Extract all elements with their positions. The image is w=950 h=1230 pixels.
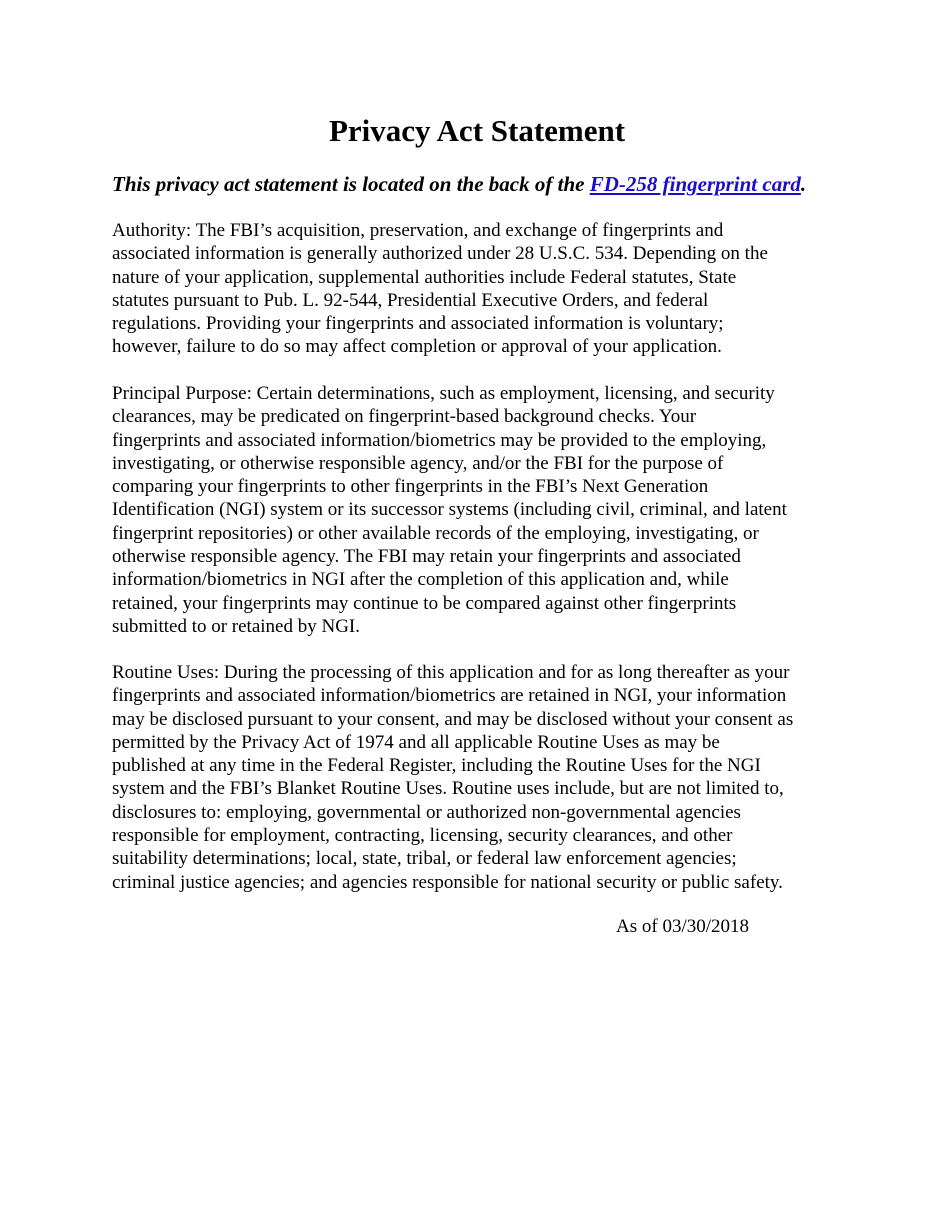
subtitle-prefix: This privacy act statement is located on the back of the <box>112 172 590 196</box>
paragraph-line: fingerprints and associated information/biometrics may be provided to the employing, <box>112 429 767 451</box>
subtitle-suffix: . <box>800 172 807 196</box>
paragraph-line: Principal Purpose: Certain determinations, such as employment, licensing, and security <box>112 383 775 404</box>
paragraph-line: disclosures to: employing, governmental or authorized non-governmental agencies <box>112 801 741 823</box>
paragraph-line: system and the FBI’s Blanket Routine Uses. Routine uses include, but are not limited to, <box>112 778 784 800</box>
paragraph-line: regulations. Providing your fingerprints and associated information is voluntary; <box>112 313 724 335</box>
paragraph-line: comparing your fingerprints to other fingerprints in the FBI’s Next Generation <box>112 476 709 498</box>
paragraph-line: statutes pursuant to Pub. L. 92-544, Presidential Executive Orders, and federal <box>112 289 709 311</box>
paragraph-line: permitted by the Privacy Act of 1974 and all applicable Routine Uses as may be <box>112 731 720 753</box>
paragraph-line: nature of your application, supplemental authorities include Federal statutes, State <box>112 266 737 288</box>
as-of-date: As of 03/30/2018 <box>616 916 749 937</box>
paragraph-line: associated information is generally authorized under 28 U.S.C. 534. Depending on the <box>112 243 768 265</box>
paragraph-line: information/biometrics in NGI after the completion of this application and, while <box>112 569 729 591</box>
paragraph-line: fingerprints and associated information/biometrics are retained in NGI, your information <box>112 685 787 707</box>
paragraph-line: fingerprint repositories) or other available records of the employing, investigating, or <box>112 522 759 544</box>
paragraph-line: Routine Uses: During the processing of this application and for as long thereafter as your <box>112 662 790 683</box>
paragraph-line: investigating, or otherwise responsible agency, and/or the FBI for the purpose of <box>112 452 724 474</box>
paragraph-line: submitted to or retained by NGI. <box>112 615 361 637</box>
page-title: Privacy Act Statement <box>328 113 626 148</box>
subtitle <box>112 170 806 198</box>
paragraph-line: however, failure to do so may affect completion or approval of your application. <box>112 336 722 358</box>
authority-paragraph <box>112 219 852 359</box>
paragraph-line: clearances, may be predicated on fingerprint-based background checks. Your <box>112 406 697 428</box>
principal-purpose-paragraph <box>112 382 852 638</box>
paragraph-line: Identification (NGI) system or its successor systems (including civil, criminal, and latent <box>112 499 787 521</box>
fd-258-card-link[interactable]: FD-258 fingerprint card <box>589 172 801 196</box>
paragraph-line: published at any time in the Federal Register, including the Routine Uses for the NGI <box>112 755 761 777</box>
paragraph-line: criminal justice agencies; and agencies responsible for national security or public safety. <box>112 871 783 893</box>
paragraph-line: otherwise responsible agency. The FBI may retain your fingerprints and associated <box>112 546 741 568</box>
paragraph-line: Authority: The FBI’s acquisition, preservation, and exchange of fingerprints and <box>112 220 724 241</box>
routine-uses-paragraph <box>112 661 852 894</box>
paragraph-line: responsible for employment, contracting, licensing, security clearances, and other <box>112 825 733 847</box>
paragraph-line: suitability determinations; local, state, tribal, or federal law enforcement agencies; <box>112 848 737 870</box>
paragraph-line: may be disclosed pursuant to your consent, and may be disclosed without your consent as <box>112 708 794 730</box>
paragraph-line: retained, your fingerprints may continue to be compared against other fingerprints <box>112 592 737 614</box>
